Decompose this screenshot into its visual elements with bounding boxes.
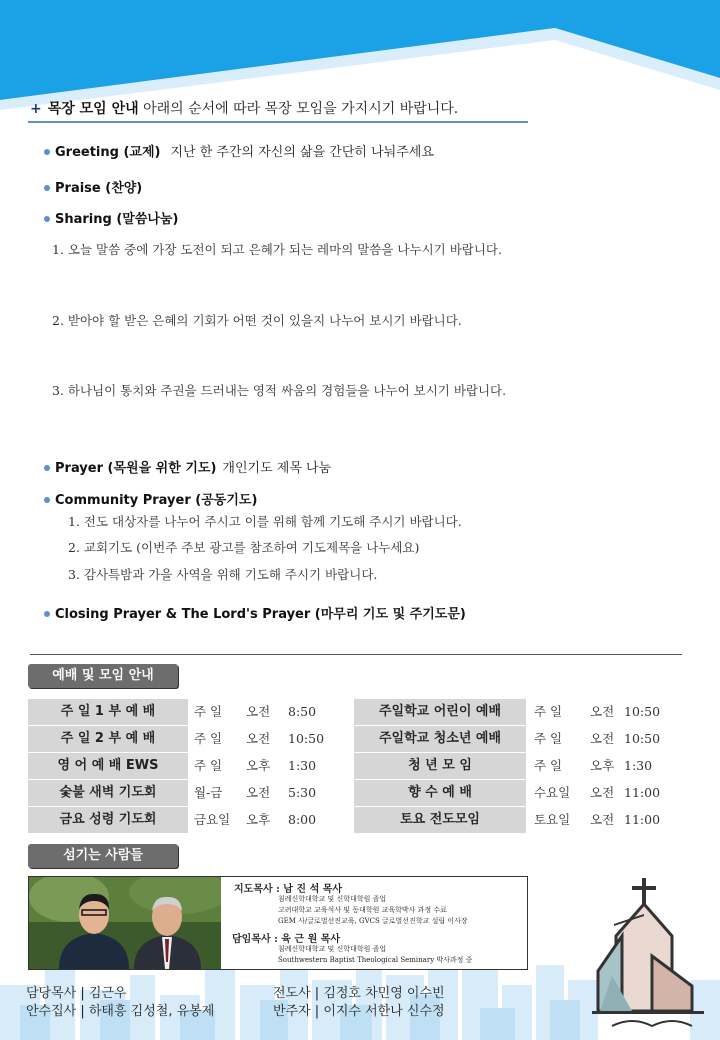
sharing-bullet [44,208,178,227]
worship-time-row [194,807,344,833]
guide-bio-line: 고려대학교 교육석사 및 동대학원 교육학박사 과정 수료 [278,906,447,914]
sharing-item-1: 1. 오늘 말씀 중에 가장 도전이 되고 은혜가 되는 레마의 말씀을 나누시기 바랍니다. [52,242,502,257]
footer-deacons: 안수집사 | 하태흥 김성철, 유봉제 [26,1004,215,1019]
community-item-1: 1. 전도 대상자를 나누어 주시고 이를 위해 함께 기도해 주시기 바랍니다. [68,514,462,529]
worship-day: 주 일 [534,704,563,719]
worship-time: 10:50 [624,731,661,746]
bullet-dot-icon [44,611,50,617]
sharing-item-2: 2. 받아야 할 받은 은혜의 기회가 어떤 것이 있을지 나누어 보시기 바랍니다. [52,313,462,328]
worship-badge: 예배 및 모임 안내 [28,664,178,688]
worship-ampm: 오후 [246,812,271,827]
worship-time: 8:50 [288,704,317,719]
prayer-bullet [44,457,331,476]
worship-ampm: 오전 [246,731,271,746]
guide-pastor-title: 지도목사 : 남 진 석 목사 [234,884,343,895]
worship-time-row [534,699,694,725]
plus-icon: + [30,101,42,117]
worship-time: 10:50 [624,704,661,719]
worship-time-row [194,726,344,752]
worship-ampm: 오전 [590,731,615,746]
worship-name: 숯불 새벽 기도회 [28,780,188,806]
prayer-desc: 개인기도 제목 나눔 [222,461,332,476]
guide-bio-line: 침례신학대학교 및 신학대학원 졸업 [278,895,387,903]
worship-ampm: 오전 [590,785,615,800]
church-icon [592,876,704,1036]
meeting-subtitle: 아래의 순서에 따라 목장 모임을 가지시기 바랍니다. [143,101,459,117]
worship-right-labels [354,699,526,833]
worship-day: 수요일 [534,785,571,800]
footer-assigned-pastor: 담당목사 | 김근우 [26,986,127,1001]
worship-day: 토요일 [534,812,571,827]
section-divider [30,654,682,655]
head-pastor-bio [278,944,472,966]
worship-time: 10:50 [288,731,325,746]
head-bio-line: Southwestern Baptist Theological Seminary 박사과정 중 [278,956,473,964]
worship-name: 주 일 1 부 예 배 [28,699,188,725]
sharing-item-3: 3. 하나님이 통치와 주권을 드러내는 영적 싸움의 경험들을 나누어 보시기 바랍니다. [52,383,507,398]
closing-prayer-label: Closing Prayer & The Lord's Prayer (마무리 기도 및 주기도문) [55,607,466,622]
worship-time-row [534,726,694,752]
greeting-desc: 지난 한 주간의 자신의 삶을 간단히 나눠주세요 [170,145,434,160]
worship-ampm: 오전 [246,785,271,800]
worship-ampm: 오전 [590,812,615,827]
community-prayer-label: Community Prayer (공동기도) [55,493,258,508]
worship-time-row [194,753,344,779]
greeting-label: Greeting (교제) [55,145,161,160]
worship-time: 1:30 [288,758,317,773]
worship-name: 금요 성령 기도회 [28,807,188,833]
worship-name: 토요 전도모임 [354,807,526,833]
community-prayer-bullet [44,489,257,508]
meeting-title: 목장 모임 안내 [47,101,139,117]
praise-label: Praise (찬양) [55,181,143,196]
praise-bullet [44,177,142,196]
worship-ampm: 오후 [246,758,271,773]
worship-ampm: 오후 [590,758,615,773]
worship-name: 향 수 예 배 [354,780,526,806]
worship-name: 주일학교 청소년 예배 [354,726,526,752]
bullet-dot-icon [44,465,50,471]
worship-ampm: 오전 [246,704,271,719]
prayer-label: Prayer (목원을 위한 기도) [55,461,217,476]
worship-name: 청 년 모 임 [354,753,526,779]
worship-time: 8:00 [288,812,317,827]
meeting-guide-title [30,98,458,118]
footer-accompanists: 반주자 | 이지수 서한나 신수정 [273,1004,445,1019]
guide-bio-line: GEM 사/글로벌선진교육, GVCS 글로벌선진학교 설립 이사장 [278,917,468,925]
worship-name: 주일학교 어린이 예배 [354,699,526,725]
worship-time: 11:00 [624,785,661,800]
header-wave-banner [0,0,720,110]
worship-day: 주 일 [534,731,563,746]
worship-left-times [194,699,344,833]
worship-day: 월-금 [194,785,223,800]
worship-time-row [194,780,344,806]
bullet-dot-icon [44,149,50,155]
worship-day: 주 일 [194,704,223,719]
worship-time-row [194,699,344,725]
community-item-2: 2. 교회기도 (이번주 주보 광고를 참조하여 기도제목을 나누세요) [68,540,420,555]
head-bio-line: 침례신학대학교 및 신학대학원 졸업 [278,945,387,953]
bullet-dot-icon [44,216,50,222]
footer-evangelists: 전도사 | 김정호 차민영 이수빈 [273,986,445,1001]
guide-pastor-bio [278,894,468,927]
bullet-dot-icon [44,497,50,503]
worship-time: 1:30 [624,758,653,773]
worship-time-row [534,753,694,779]
worship-left-labels [28,699,188,833]
worship-name: 영 어 예 배 EWS [28,753,188,779]
worship-ampm: 오전 [590,704,615,719]
pastors-photo [29,877,221,969]
worship-day: 주 일 [194,758,223,773]
title-underline [28,121,528,123]
sharing-label: Sharing (말씀나눔) [55,212,179,227]
worship-day: 금요일 [194,812,231,827]
worship-time-row [534,807,694,833]
worship-day: 주 일 [194,731,223,746]
worship-day: 주 일 [534,758,563,773]
bullet-dot-icon [44,185,50,191]
worship-time: 11:00 [624,812,661,827]
worship-time-row [534,780,694,806]
worship-name: 주 일 2 부 예 배 [28,726,188,752]
head-pastor-title: 담임목사 : 육 근 원 목사 [232,934,341,945]
community-item-3: 3. 감사특밤과 가을 사역을 위해 기도해 주시기 바랍니다. [68,567,378,582]
closing-prayer-bullet [44,603,466,622]
worship-right-times [534,699,694,833]
greeting-bullet [44,141,434,160]
servants-badge: 섬기는 사람들 [28,844,178,868]
worship-time: 5:30 [288,785,317,800]
